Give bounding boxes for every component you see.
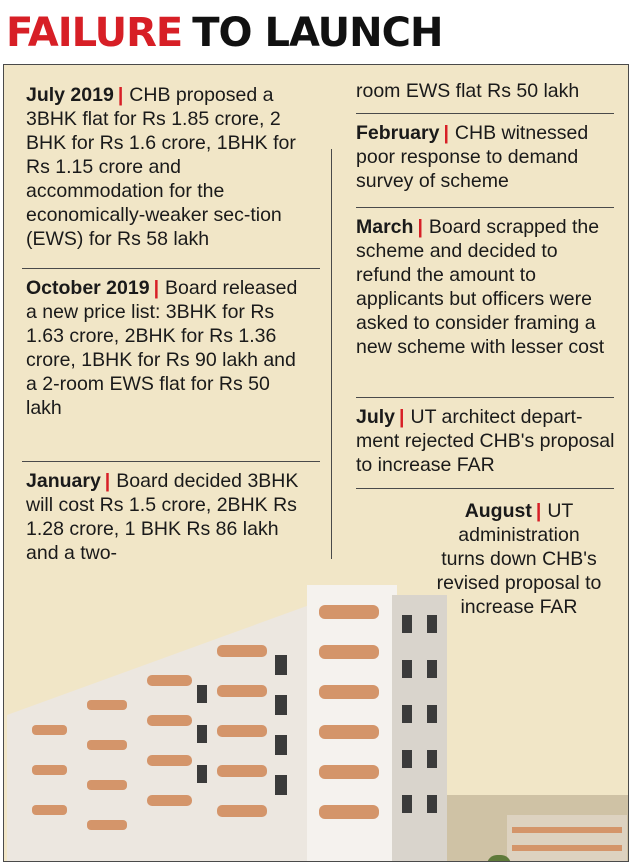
timeline-entry-july-2019 bbox=[26, 83, 306, 251]
entry-text: CHB proposed a 3BHK flat for Rs 1.85 crore, 2 BHK for Rs 1.6 crore, 1BHK for Rs 1.15 crore and accommodation for the economically-weaker sec-tion (EWS) for Rs 58 lakh bbox=[26, 84, 296, 250]
headline-part-2: TO LAUNCH bbox=[192, 10, 443, 56]
separator-bar: | bbox=[153, 277, 160, 299]
entry-text: Board scrapped the scheme and decided to refund the amount to applicants but officers were asked to consider framing a new scheme with lesser cost bbox=[356, 216, 605, 358]
entry-text: CHB witnessed poor response to demand survey of scheme bbox=[356, 122, 589, 192]
timeline-panel bbox=[3, 64, 629, 862]
entry-date: March bbox=[356, 216, 414, 238]
separator-line bbox=[22, 268, 320, 269]
timeline-entry-january bbox=[26, 469, 306, 565]
timeline-entry-february bbox=[356, 121, 618, 193]
separator-bar: | bbox=[104, 470, 111, 492]
entry-date: October 2019 bbox=[26, 277, 150, 299]
entry-date: July bbox=[356, 406, 396, 428]
timeline-entry-january-continued bbox=[356, 79, 618, 103]
entry-date: August bbox=[464, 500, 532, 522]
timeline-entry-july bbox=[356, 405, 618, 477]
entry-text: UT administration turns down CHB's revised proposal to increase FAR bbox=[436, 500, 602, 618]
timeline-entry-august bbox=[434, 499, 604, 619]
entry-text: UT architect depart-ment rejected CHB's proposal to increase FAR bbox=[356, 406, 615, 476]
entry-text: Board released a new price list: 3BHK for Rs 1.63 crore, 2BHK for Rs 1.36 crore, 1BHK for Rs 90 lakh and a 2-room EWS flat for Rs 50 lakh bbox=[26, 277, 298, 419]
separator-line bbox=[22, 461, 320, 462]
headline bbox=[6, 10, 442, 56]
headline-part-1: FAILURE bbox=[6, 10, 183, 56]
entry-text: Board decided 3BHK will cost Rs 1.5 crore, 2BHK Rs 1.28 crore, 1 BHK Rs 86 lakh and a two- bbox=[26, 470, 299, 564]
entry-date: January bbox=[26, 470, 101, 492]
separator-line bbox=[356, 113, 614, 114]
separator-bar: | bbox=[399, 406, 405, 428]
separator-line bbox=[356, 488, 614, 489]
entry-date: July 2019 bbox=[26, 84, 114, 106]
entry-date: February bbox=[356, 122, 440, 144]
separator-line bbox=[356, 207, 614, 208]
timeline-entry-october-2019 bbox=[26, 276, 306, 420]
separator-bar: | bbox=[535, 500, 542, 522]
entry-text: room EWS flat Rs 50 lakh bbox=[356, 80, 580, 102]
separator-bar: | bbox=[117, 84, 124, 106]
separator-line bbox=[356, 397, 614, 398]
timeline-entry-march bbox=[356, 215, 618, 359]
column-divider bbox=[331, 149, 332, 559]
separator-bar: | bbox=[443, 122, 449, 144]
separator-bar: | bbox=[417, 216, 423, 238]
